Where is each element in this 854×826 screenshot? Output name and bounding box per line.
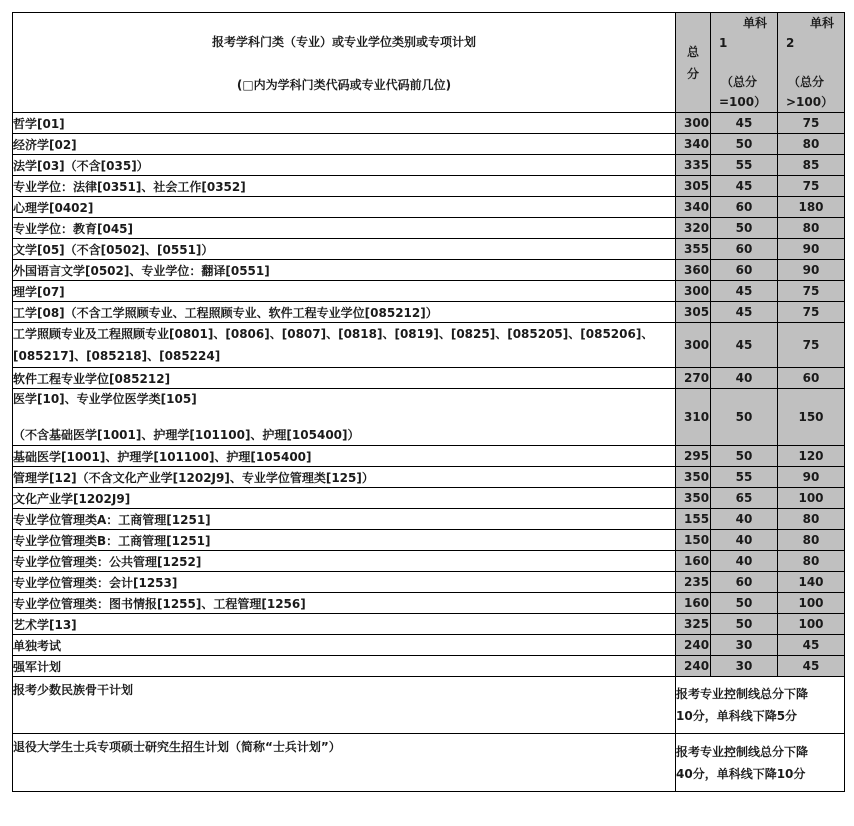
row-single1: 50 [711, 134, 778, 155]
row-total: 305 [676, 176, 711, 197]
row-total: 325 [676, 614, 711, 635]
row-total: 300 [676, 281, 711, 302]
table-row [13, 368, 845, 389]
row-single2: 100 [778, 614, 845, 635]
special-plan-note-line2: 10分，单科线下降5分 [676, 709, 798, 723]
row-category: 工学照顾专业及工程照顾专业[0801]、[0806]、[0807]、[0818]、[0819]、[0825]、[085205]、[085206]、[085217]、[085218]、[085224] [13, 323, 676, 368]
row-single2: 60 [778, 368, 845, 389]
row-category: 单独考试 [13, 635, 676, 656]
row-category: 文化产业学[1202J9] [13, 488, 676, 509]
row-single1: 50 [711, 614, 778, 635]
special-plan-name: 退役大学生士兵专项硕士研究生招生计划（简称“士兵计划”） [13, 734, 676, 792]
row-single2: 75 [778, 281, 845, 302]
row-category: 专业学位管理类：会计[1253] [13, 572, 676, 593]
row-total: 305 [676, 302, 711, 323]
table-row [13, 572, 845, 593]
special-plan-row [13, 734, 845, 792]
row-total: 295 [676, 446, 711, 467]
row-single1: 50 [711, 389, 778, 446]
row-total: 160 [676, 551, 711, 572]
header-category-subtitle: (□内为学科门类代码或专业代码前几位) [236, 77, 452, 92]
row-total: 270 [676, 368, 711, 389]
row-single2: 45 [778, 656, 845, 677]
row-total: 340 [676, 197, 711, 218]
row-category: 理学[07] [13, 281, 676, 302]
header-single2 [778, 13, 845, 113]
row-single2: 45 [778, 635, 845, 656]
row-category: 文学[05]（不含[0502]、[0551]） [13, 239, 676, 260]
table-row [13, 446, 845, 467]
special-plan-row [13, 677, 845, 734]
row-single1: 30 [711, 635, 778, 656]
header-single1-title: 单科 [742, 16, 767, 30]
header-total [676, 13, 711, 113]
row-single2: 90 [778, 260, 845, 281]
table-row [13, 530, 845, 551]
header-single2-title: 单科 [809, 16, 834, 30]
table-row [13, 260, 845, 281]
table-row [13, 176, 845, 197]
row-single1: 50 [711, 218, 778, 239]
row-single1: 45 [711, 281, 778, 302]
row-total: 350 [676, 467, 711, 488]
row-category: 管理学[12]（不含文化产业学[1202J9]、专业学位管理类[125]） [13, 467, 676, 488]
row-category: 软件工程专业学位[085212] [13, 368, 676, 389]
row-single1: 40 [711, 530, 778, 551]
row-category: 外国语言文学[0502]、专业学位：翻译[0551] [13, 260, 676, 281]
special-plan-note-line1: 报考专业控制线总分下降 [676, 744, 809, 759]
row-single1: 50 [711, 446, 778, 467]
header-single1-note1: （总分 [721, 75, 758, 89]
table-row [13, 551, 845, 572]
row-total: 150 [676, 530, 711, 551]
row-single1: 60 [711, 260, 778, 281]
table-row [13, 197, 845, 218]
row-category: 专业学位管理类B：工商管理[1251] [13, 530, 676, 551]
row-single2: 80 [778, 530, 845, 551]
table-row [13, 281, 845, 302]
row-single2: 90 [778, 239, 845, 260]
row-category: 专业学位：法律[0351]、社会工作[0352] [13, 176, 676, 197]
header-single1 [711, 13, 778, 113]
table-row [13, 509, 845, 530]
table-row [13, 593, 845, 614]
row-single2: 75 [778, 113, 845, 134]
row-single1: 55 [711, 467, 778, 488]
row-total: 360 [676, 260, 711, 281]
row-single2: 80 [778, 134, 845, 155]
row-total: 320 [676, 218, 711, 239]
row-single1: 40 [711, 368, 778, 389]
row-single1: 50 [711, 593, 778, 614]
row-single1: 30 [711, 656, 778, 677]
row-single2: 100 [778, 488, 845, 509]
row-total: 160 [676, 593, 711, 614]
row-category [13, 389, 676, 446]
row-single2: 80 [778, 509, 845, 530]
row-category: 法学[03]（不含[035]） [13, 155, 676, 176]
table-row [13, 488, 845, 509]
row-category: 基础医学[1001]、护理学[101100]、护理[105400] [13, 446, 676, 467]
row-single1: 40 [711, 551, 778, 572]
table-row [13, 389, 845, 446]
row-single1: 65 [711, 488, 778, 509]
table-row [13, 635, 845, 656]
row-single1: 60 [711, 572, 778, 593]
row-single1: 60 [711, 197, 778, 218]
row-single2: 85 [778, 155, 845, 176]
header-category [13, 13, 676, 113]
header-single1-note2: =100） [719, 95, 767, 109]
row-single2: 100 [778, 593, 845, 614]
table-header-row [13, 13, 845, 113]
special-plan-note-line1: 报考专业控制线总分下降 [676, 687, 809, 701]
header-category-title: 报考学科门类（专业）或专业学位类别或专项计划 [211, 34, 476, 49]
row-total: 300 [676, 113, 711, 134]
row-total: 240 [676, 635, 711, 656]
row-single2: 80 [778, 218, 845, 239]
row-category-line2: （不含基础医学[1001]、护理学[101100]、护理[105400]） [13, 428, 360, 442]
row-total: 355 [676, 239, 711, 260]
row-single1: 45 [711, 323, 778, 368]
row-category: 专业学位管理类A：工商管理[1251] [13, 509, 676, 530]
row-total: 340 [676, 134, 711, 155]
special-plan-name: 报考少数民族骨干计划 [13, 677, 676, 734]
row-single1: 45 [711, 113, 778, 134]
header-total-char2: 分 [686, 66, 699, 81]
header-total-char1: 总 [686, 44, 699, 59]
row-total: 350 [676, 488, 711, 509]
row-single2: 75 [778, 323, 845, 368]
score-line-table [12, 12, 845, 792]
table-row [13, 656, 845, 677]
row-single2: 150 [778, 389, 845, 446]
table-row [13, 467, 845, 488]
row-single2: 140 [778, 572, 845, 593]
row-category: 艺术学[13] [13, 614, 676, 635]
row-category: 专业学位管理类：图书情报[1255]、工程管理[1256] [13, 593, 676, 614]
row-category: 专业学位：教育[045] [13, 218, 676, 239]
row-single2: 120 [778, 446, 845, 467]
header-single2-note1: （总分 [788, 75, 825, 89]
row-single2: 80 [778, 551, 845, 572]
row-total: 300 [676, 323, 711, 368]
row-total: 235 [676, 572, 711, 593]
table-row [13, 134, 845, 155]
row-single1: 55 [711, 155, 778, 176]
row-single2: 180 [778, 197, 845, 218]
row-single2: 75 [778, 302, 845, 323]
table-row [13, 614, 845, 635]
row-category: 强军计划 [13, 656, 676, 677]
row-category: 哲学[01] [13, 113, 676, 134]
row-single1: 45 [711, 176, 778, 197]
row-category: 专业学位管理类：公共管理[1252] [13, 551, 676, 572]
special-plan-note [676, 734, 845, 792]
row-total: 155 [676, 509, 711, 530]
row-single2: 75 [778, 176, 845, 197]
row-single1: 45 [711, 302, 778, 323]
row-single2: 90 [778, 467, 845, 488]
row-total: 240 [676, 656, 711, 677]
header-single2-num: 2 [786, 36, 795, 50]
row-single1: 40 [711, 509, 778, 530]
header-single2-note2: >100） [786, 95, 834, 109]
row-total: 335 [676, 155, 711, 176]
row-category: 心理学[0402] [13, 197, 676, 218]
table-row [13, 113, 845, 134]
table-row [13, 239, 845, 260]
row-category: 经济学[02] [13, 134, 676, 155]
table-row [13, 155, 845, 176]
row-total: 310 [676, 389, 711, 446]
table-row [13, 323, 845, 368]
table-row [13, 218, 845, 239]
row-category-line1: 医学[10]、专业学位医学类[105] [13, 392, 197, 406]
row-category: 工学[08]（不含工学照顾专业、工程照顾专业、软件工程专业学位[085212]） [13, 302, 676, 323]
row-single1: 60 [711, 239, 778, 260]
table-row [13, 302, 845, 323]
special-plan-note [676, 677, 845, 734]
header-single1-num: 1 [719, 36, 728, 50]
special-plan-note-line2: 40分，单科线下降10分 [676, 766, 806, 781]
